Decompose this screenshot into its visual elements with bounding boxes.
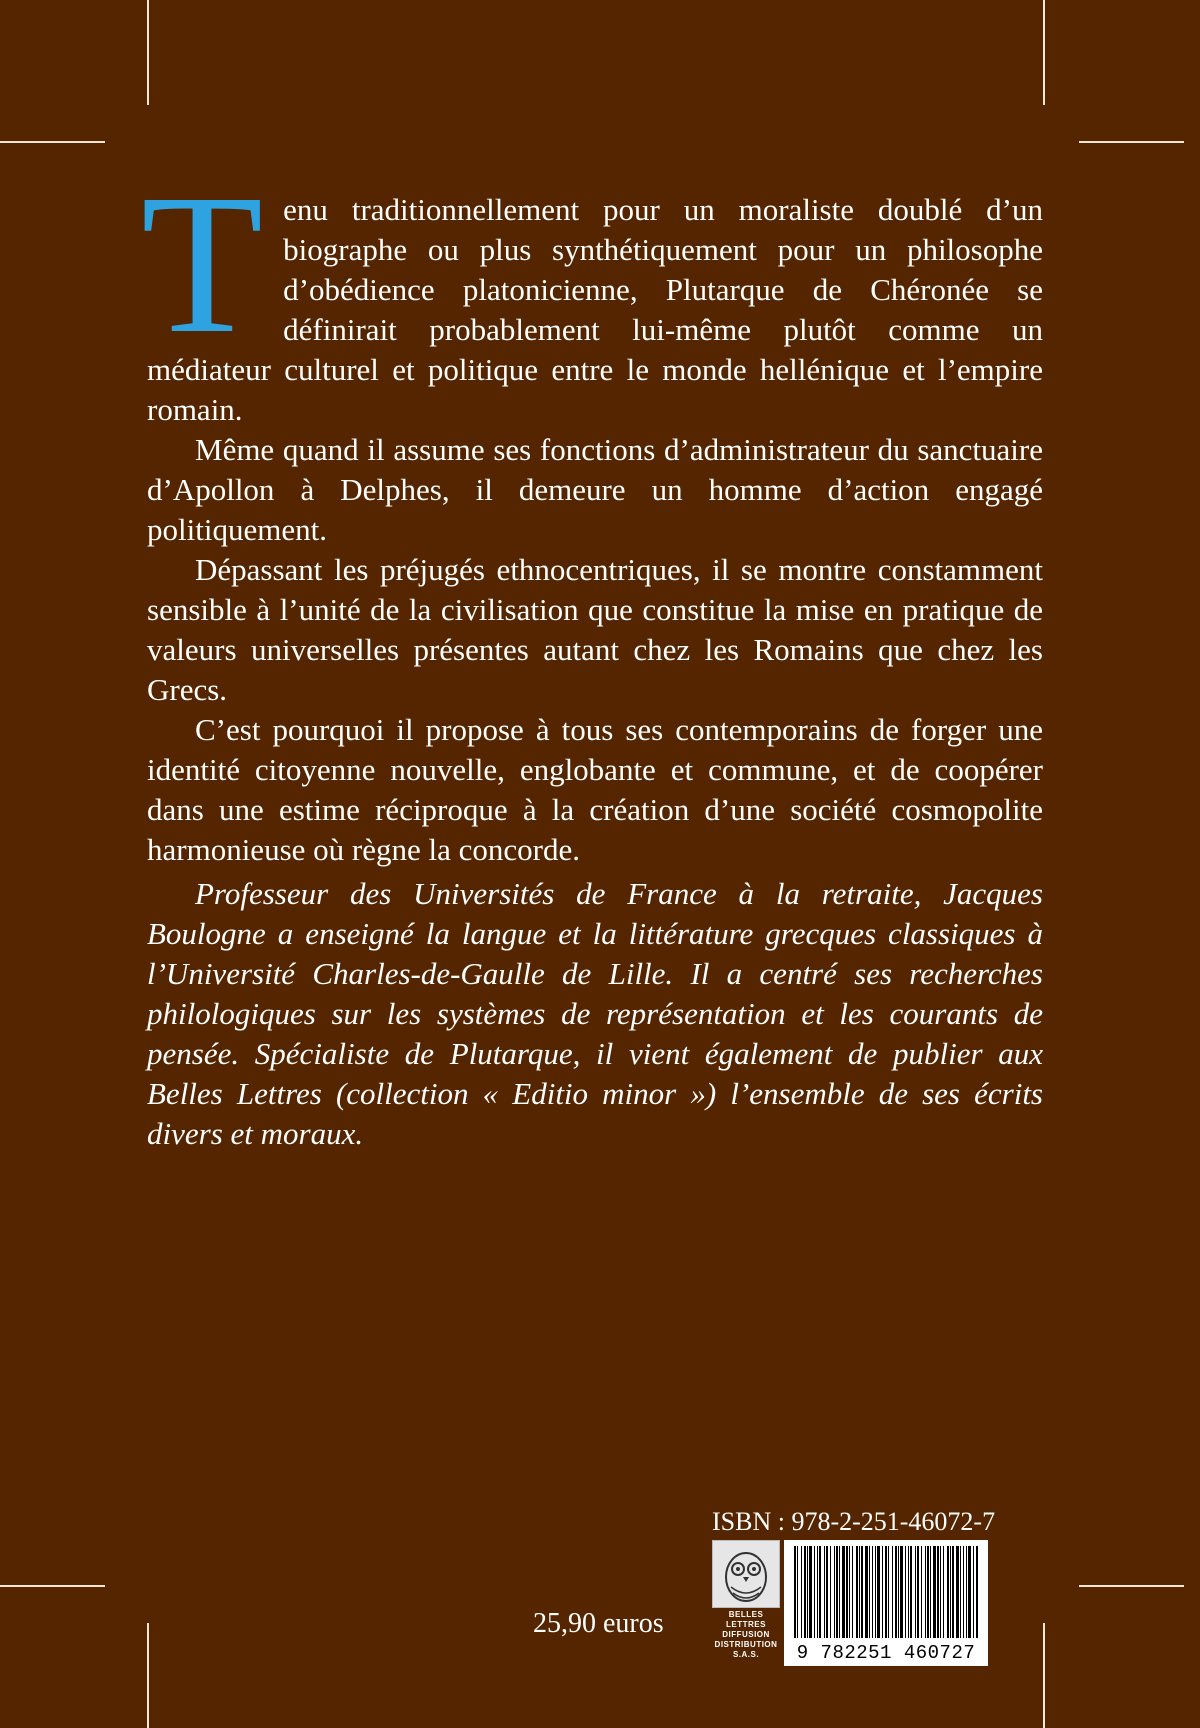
paragraph-3: Dépassant les préjugés ethnocentriques, il se montre constamment sensible à l’unité de la civilisation que constitue la mise en pratique de valeurs universelles présentes autant chez les Romains que chez les Grecs. bbox=[147, 552, 1043, 707]
barcode bbox=[784, 1540, 988, 1666]
crop-mark-bottom-right-vertical bbox=[1043, 1623, 1045, 1728]
paragraph-1 bbox=[141, 154, 1043, 430]
crop-mark-top-right-horizontal bbox=[1079, 141, 1184, 143]
publisher-logo-line3: DISTRIBUTION bbox=[714, 1640, 778, 1649]
publisher-logo bbox=[712, 1540, 780, 1666]
publisher-logo-line1: BELLES LETTRES bbox=[726, 1610, 766, 1629]
paragraph-2: Même quand il assume ses fonctions d’administrateur du sanctuaire d’Apollon à Delphes, il demeure un homme d’action engagé politiquement. bbox=[147, 432, 1043, 547]
paragraph-4: C’est pourquoi il propose à tous ses contemporains de forger une identité citoyenne nouvelle, englobante et commune, et de coopérer dans une estime réciproque à la création d’une société cosmopolite harmonieuse où règne la concorde. bbox=[147, 712, 1043, 867]
author-bio: Professeur des Universités de France à la retraite, Jacques Boulogne a enseigné la langue et la littérature grecques classiques à l’Université Charles-de-Gaulle de Lille. Il a centré ses recherches philologiques sur les systèmes de représentation et les courants de pensée. Spécialiste de Plutarque, il vient également de publier aux Belles Lettres (collection « Editio minor ») l’ensemble de ses écrits divers et moraux. bbox=[147, 876, 1043, 1151]
crop-mark-bottom-left-vertical bbox=[147, 1623, 149, 1728]
publisher-logo-line4: S.A.S. bbox=[732, 1650, 760, 1659]
paragraph-1-text: enu traditionnellement pour un moraliste doublé d’un biographe ou plus synthétiquement pour un philosophe d’obédience platonicienne, Plutarque de Chéronée se définirait probablement lui-même plutôt comme un médiateur culturel et politique entre le monde hellénique et l’empire romain. bbox=[147, 192, 1043, 427]
crop-mark-bottom-right-horizontal bbox=[1079, 1585, 1184, 1587]
crop-mark-bottom-left-horizontal bbox=[0, 1585, 105, 1587]
owl-emblem-icon bbox=[712, 1540, 780, 1608]
price-label: 25,90 euros bbox=[533, 1608, 664, 1639]
isbn-label: ISBN : 978-2-251-46072-7 bbox=[712, 1507, 996, 1536]
barcode-digits: 9 782251 460727 bbox=[796, 1642, 976, 1664]
crop-mark-top-left-horizontal bbox=[0, 141, 105, 143]
barcode-bars-icon bbox=[790, 1546, 982, 1638]
crop-mark-top-right-vertical bbox=[1043, 0, 1045, 105]
dropcap-letter: T bbox=[141, 154, 264, 375]
publisher-logo-text bbox=[712, 1610, 780, 1660]
crop-mark-top-left-vertical bbox=[147, 0, 149, 105]
description-text bbox=[141, 154, 1043, 870]
publisher-logo-line2: DIFFUSION bbox=[722, 1630, 770, 1639]
